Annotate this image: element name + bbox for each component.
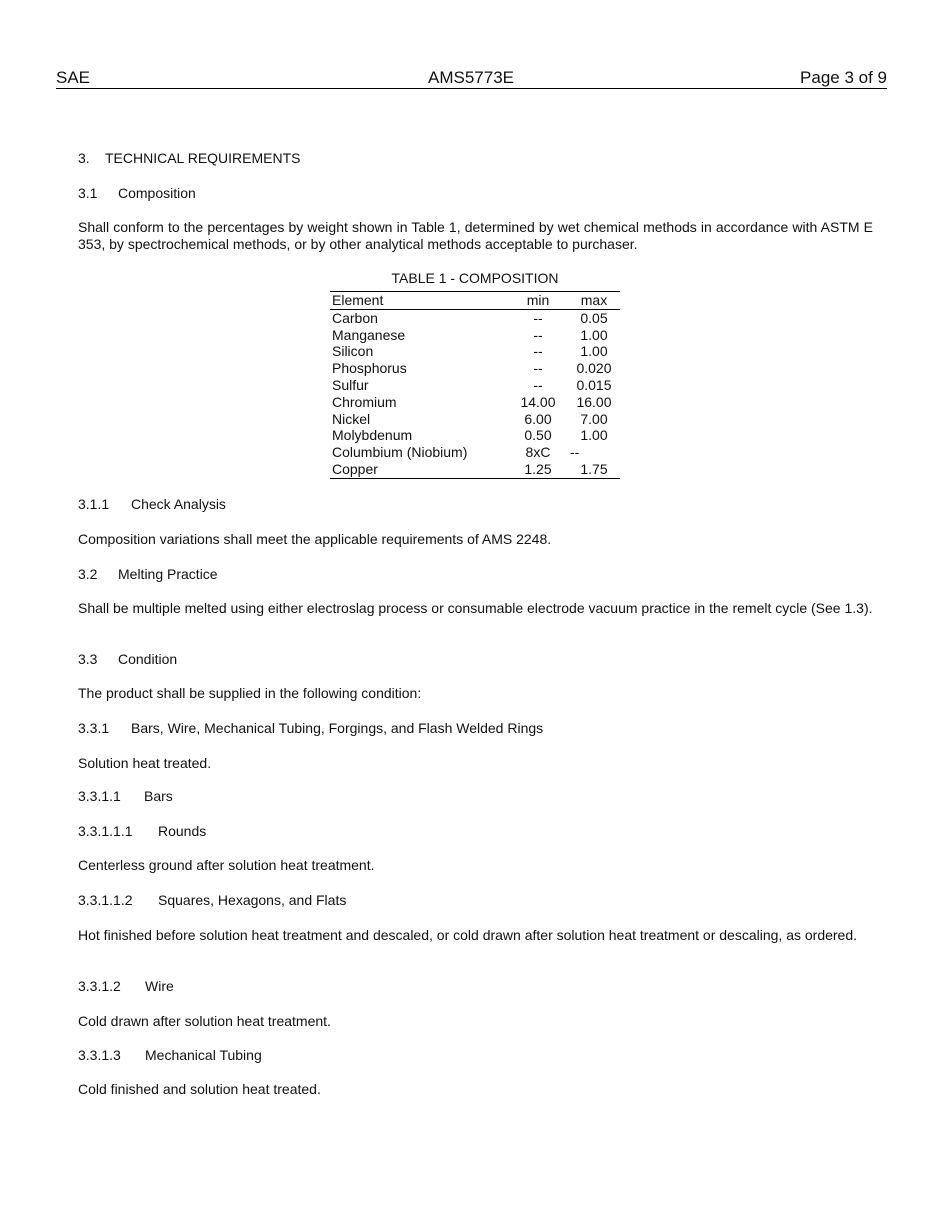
max-cell: 0.015 xyxy=(576,376,612,393)
column-header-element: Element xyxy=(330,292,508,310)
min-cell: 8xC xyxy=(525,444,551,461)
section-number: 3.3.1.1 xyxy=(78,788,121,804)
table-row xyxy=(330,411,620,428)
section-number: 3.3.1.1.1 xyxy=(78,823,133,839)
table-row xyxy=(330,327,620,344)
section-title: Rounds xyxy=(158,823,207,839)
section-number: 3.2 xyxy=(78,566,98,582)
column-header-max: max xyxy=(568,292,620,310)
header-page-number: Page 3 of 9 xyxy=(800,68,887,87)
min-cell: -- xyxy=(533,309,543,326)
section-3-2-heading xyxy=(78,566,873,583)
table-row xyxy=(330,461,620,478)
element-cell: Carbon xyxy=(332,309,378,326)
section-3-3-1-1-2-body: Hot finished before solution heat treatment and descaled, or cold drawn after solution heat treatment or descaling, as ordered. xyxy=(78,927,858,943)
min-cell: 1.25 xyxy=(508,461,568,478)
section-title: Composition xyxy=(118,185,196,201)
section-title: Melting Practice xyxy=(118,566,218,582)
section-3-3-heading xyxy=(78,651,873,668)
section-number: 3. xyxy=(78,150,90,166)
element-cell: Silicon xyxy=(332,343,374,360)
page-header xyxy=(56,68,887,89)
section-title: TECHNICAL REQUIREMENTS xyxy=(105,150,301,166)
min-cell: -- xyxy=(533,343,543,360)
min-cell: -- xyxy=(533,376,543,393)
table-row xyxy=(330,427,620,444)
max-cell: 7.00 xyxy=(580,410,608,427)
section-title: Check Analysis xyxy=(131,496,226,512)
section-3-3-1-3-heading xyxy=(78,1047,873,1064)
element-cell: Sulfur xyxy=(332,376,369,393)
min-cell: -- xyxy=(533,326,543,343)
section-number: 3.1.1 xyxy=(78,496,110,512)
max-cell: 0.05 xyxy=(580,309,608,326)
section-number: 3.3.1.1.2 xyxy=(78,892,133,908)
table-title: TABLE 1 - COMPOSITION xyxy=(391,270,559,286)
table-row xyxy=(330,343,620,360)
element-cell: Nickel xyxy=(332,410,371,427)
section-3-3-1-2-body: Cold drawn after solution heat treatment. xyxy=(78,1013,331,1029)
section-3-3-1-1-2-heading xyxy=(78,892,873,909)
element-cell: Manganese xyxy=(332,326,406,343)
section-3-2-body: Shall be multiple melted using either electroslag process or consumable electrode vacuum practice in the remelt cycle (See 1.3). xyxy=(78,600,873,616)
section-number: 3.3.1.2 xyxy=(78,978,121,994)
section-3-1-1-heading xyxy=(78,496,873,513)
section-number: 3.3.1.3 xyxy=(78,1047,121,1063)
section-3-heading xyxy=(78,150,873,167)
element-cell: Chromium xyxy=(332,393,397,410)
section-title: Bars, Wire, Mechanical Tubing, Forgings, and Flash Welded Rings xyxy=(131,720,544,736)
max-cell: 1.00 xyxy=(580,427,608,444)
section-title: Wire xyxy=(145,978,174,994)
element-cell: Phosphorus xyxy=(332,360,407,377)
min-cell: 0.50 xyxy=(524,427,552,444)
element-cell: Copper xyxy=(330,461,508,478)
max-cell: 1.00 xyxy=(580,326,608,343)
header-org: SAE xyxy=(56,68,91,87)
section-3-3-1-1-1-heading xyxy=(78,823,873,840)
max-cell: 0.020 xyxy=(576,360,612,377)
max-cell: 1.75 xyxy=(568,461,620,478)
section-title: Squares, Hexagons, and Flats xyxy=(158,892,347,908)
section-3-3-1-heading xyxy=(78,720,873,737)
composition-table xyxy=(330,291,620,479)
table-row xyxy=(330,444,620,461)
table-header-row xyxy=(330,292,620,310)
section-3-3-1-2-heading xyxy=(78,978,873,995)
section-3-3-1-3-body: Cold finished and solution heat treated. xyxy=(78,1081,321,1097)
table-row xyxy=(330,394,620,411)
section-number: 3.3.1 xyxy=(78,720,110,736)
section-3-3-1-1-heading xyxy=(78,788,873,805)
section-3-1-heading xyxy=(78,185,873,202)
section-3-1-body: Shall conform to the percentages by weight shown in Table 1, determined by wet chemical methods in accordance with ASTM E 353, by spectrochemical methods, or by other analytical methods acceptable to purchaser. xyxy=(78,219,873,252)
max-cell: 16.00 xyxy=(576,393,612,410)
max-cell: -- xyxy=(570,444,580,461)
min-cell: -- xyxy=(533,360,543,377)
section-3-3-1-1-1-body: Centerless ground after solution heat treatment. xyxy=(78,857,375,873)
min-cell: 6.00 xyxy=(524,410,552,427)
section-number: 3.3 xyxy=(78,651,98,667)
section-title: Condition xyxy=(118,651,178,667)
table-row xyxy=(330,377,620,394)
section-number: 3.1 xyxy=(78,185,98,201)
section-3-3-1-body: Solution heat treated. xyxy=(78,755,212,771)
table-row xyxy=(330,360,620,377)
element-cell: Columbium (Niobium) xyxy=(332,444,468,461)
section-3-3-body: The product shall be supplied in the following condition: xyxy=(78,685,422,701)
column-header-min: min xyxy=(508,292,568,310)
min-cell: 14.00 xyxy=(520,393,556,410)
section-3-1-1-body: Composition variations shall meet the applicable requirements of AMS 2248. xyxy=(78,531,552,547)
header-doc-id: AMS5773E xyxy=(428,68,514,87)
section-title: Bars xyxy=(144,788,173,804)
table-row xyxy=(330,309,620,326)
section-title: Mechanical Tubing xyxy=(145,1047,262,1063)
max-cell: 1.00 xyxy=(580,343,608,360)
element-cell: Molybdenum xyxy=(332,427,413,444)
